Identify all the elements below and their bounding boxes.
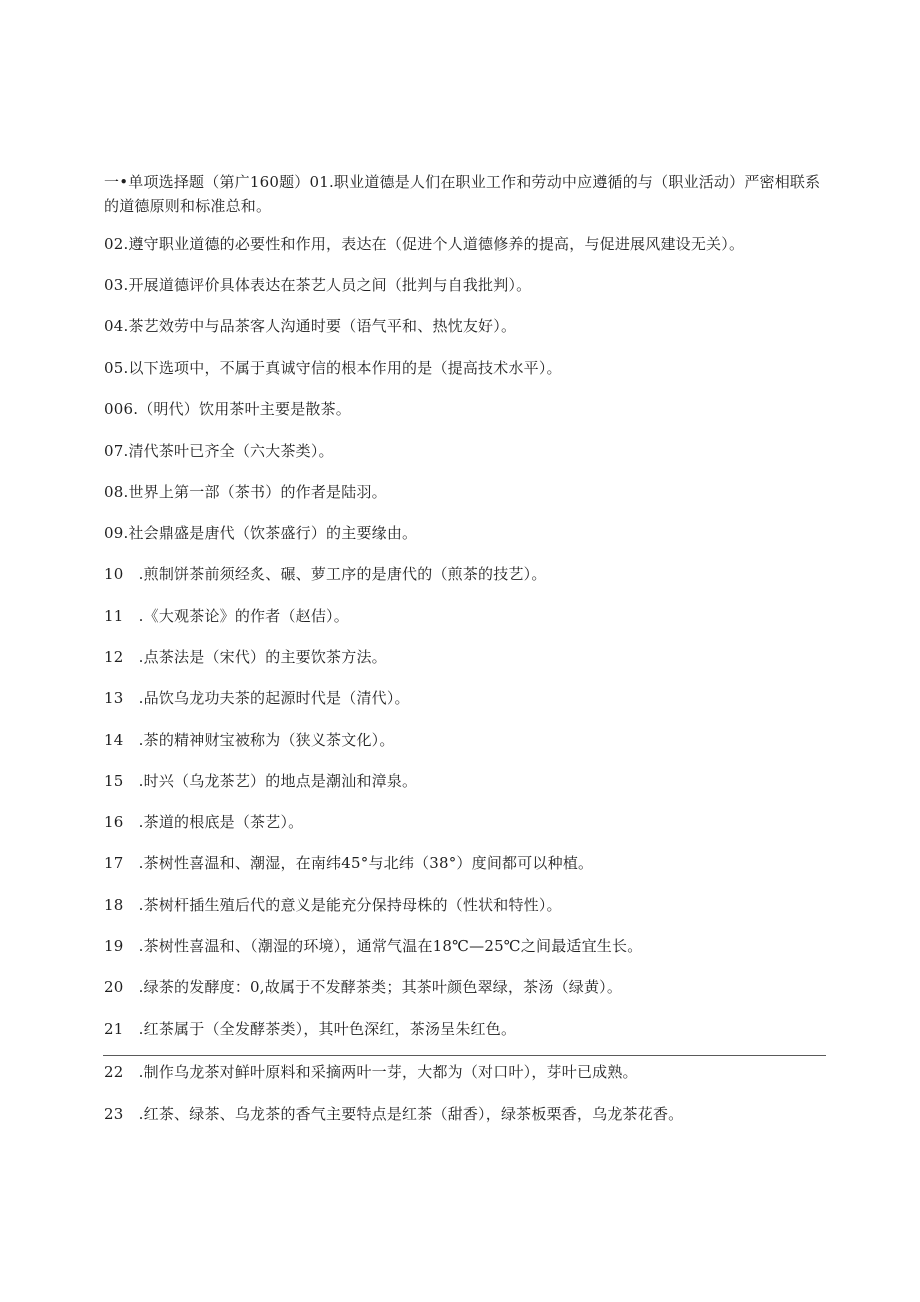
paragraph-18: 18 .茶树杆插生殖后代的意义是能充分保持母株的（性状和特性）。 [104,896,562,914]
paragraph-19: 19 .茶树性喜温和、（潮湿的环境），通常气温在18℃—25℃之间最适宜生长。 [104,937,643,955]
paragraph-6: 006.（明代）饮用茶叶主要是散茶。 [104,400,351,418]
paragraph-7: 07.清代茶叶已齐全（六大茶类）。 [104,442,334,460]
paragraph-23: 23 .红茶、绿茶、乌龙茶的香气主要特点是红茶（甜香），绿茶板栗香，乌龙茶花香。 [104,1105,684,1123]
paragraph-2: 02.遵守职业道德的必要性和作用，表达在（促进个人道德修养的提高，与促进展风建设无关）。 [104,235,745,253]
paragraph-11: 11 .《大观茶论》的作者（赵佶）。 [104,607,349,625]
paragraph-12: 12 .点茶法是（宋代）的主要饮茶方法。 [104,648,387,666]
paragraph-14: 14 .茶的精神财宝被称为（狭义茶文化）。 [104,731,395,749]
paragraph-5: 05.以下选项中，不属于真诚守信的根本作用的是（提高技术水平）。 [104,359,562,377]
paragraph-21: 21 .红茶属于（全发酵茶类），其叶色深红，茶汤呈朱红色。 [104,1020,517,1038]
paragraph-10: 10 .煎制饼茶前须经炙、碾、萝工序的是唐代的（煎茶的技艺）。 [104,565,547,583]
paragraph-9: 09.社会鼎盛是唐代（饮茶盛行）的主要缘由。 [104,524,418,542]
paragraph-3: 03.开展道德评价具体表达在茶艺人员之间（批判与自我批判）。 [104,276,532,294]
paragraph-8: 08.世界上第一部（茶书）的作者是陆羽。 [104,483,387,501]
paragraph-16: 16 .茶道的根底是（茶艺）。 [104,813,304,831]
paragraph-1: 一•单项选择题（第广160题）01.职业道德是人们在职业工作和劳动中应遵循的与（职业活动）严密相联系的道德原则和标准总和。 [104,173,821,215]
paragraph-17: 17 .茶树性喜温和、潮湿，在南纬45°与北纬（38°）度间都可以种植。 [104,854,594,872]
paragraph-13: 13 .品饮乌龙功夫茶的起源时代是（清代）。 [104,689,410,707]
paragraph-22: 22 .制作乌龙茶对鲜叶原料和采摘两叶一芽，大都为（对口叶），芽叶已成熟。 [104,1063,638,1081]
paragraph-15: 15 .时兴（乌龙茶艺）的地点是潮汕和漳泉。 [104,772,418,790]
paragraph-20: 20 .绿茶的发酵度：0,故属于不发酵茶类；其茶叶颜色翠绿，茶汤（绿黄）。 [104,978,623,996]
paragraph-4: 04.茶艺效劳中与品茶客人沟通时要（语气平和、热忱友好）。 [104,317,517,335]
horizontal-rule [103,1055,826,1056]
